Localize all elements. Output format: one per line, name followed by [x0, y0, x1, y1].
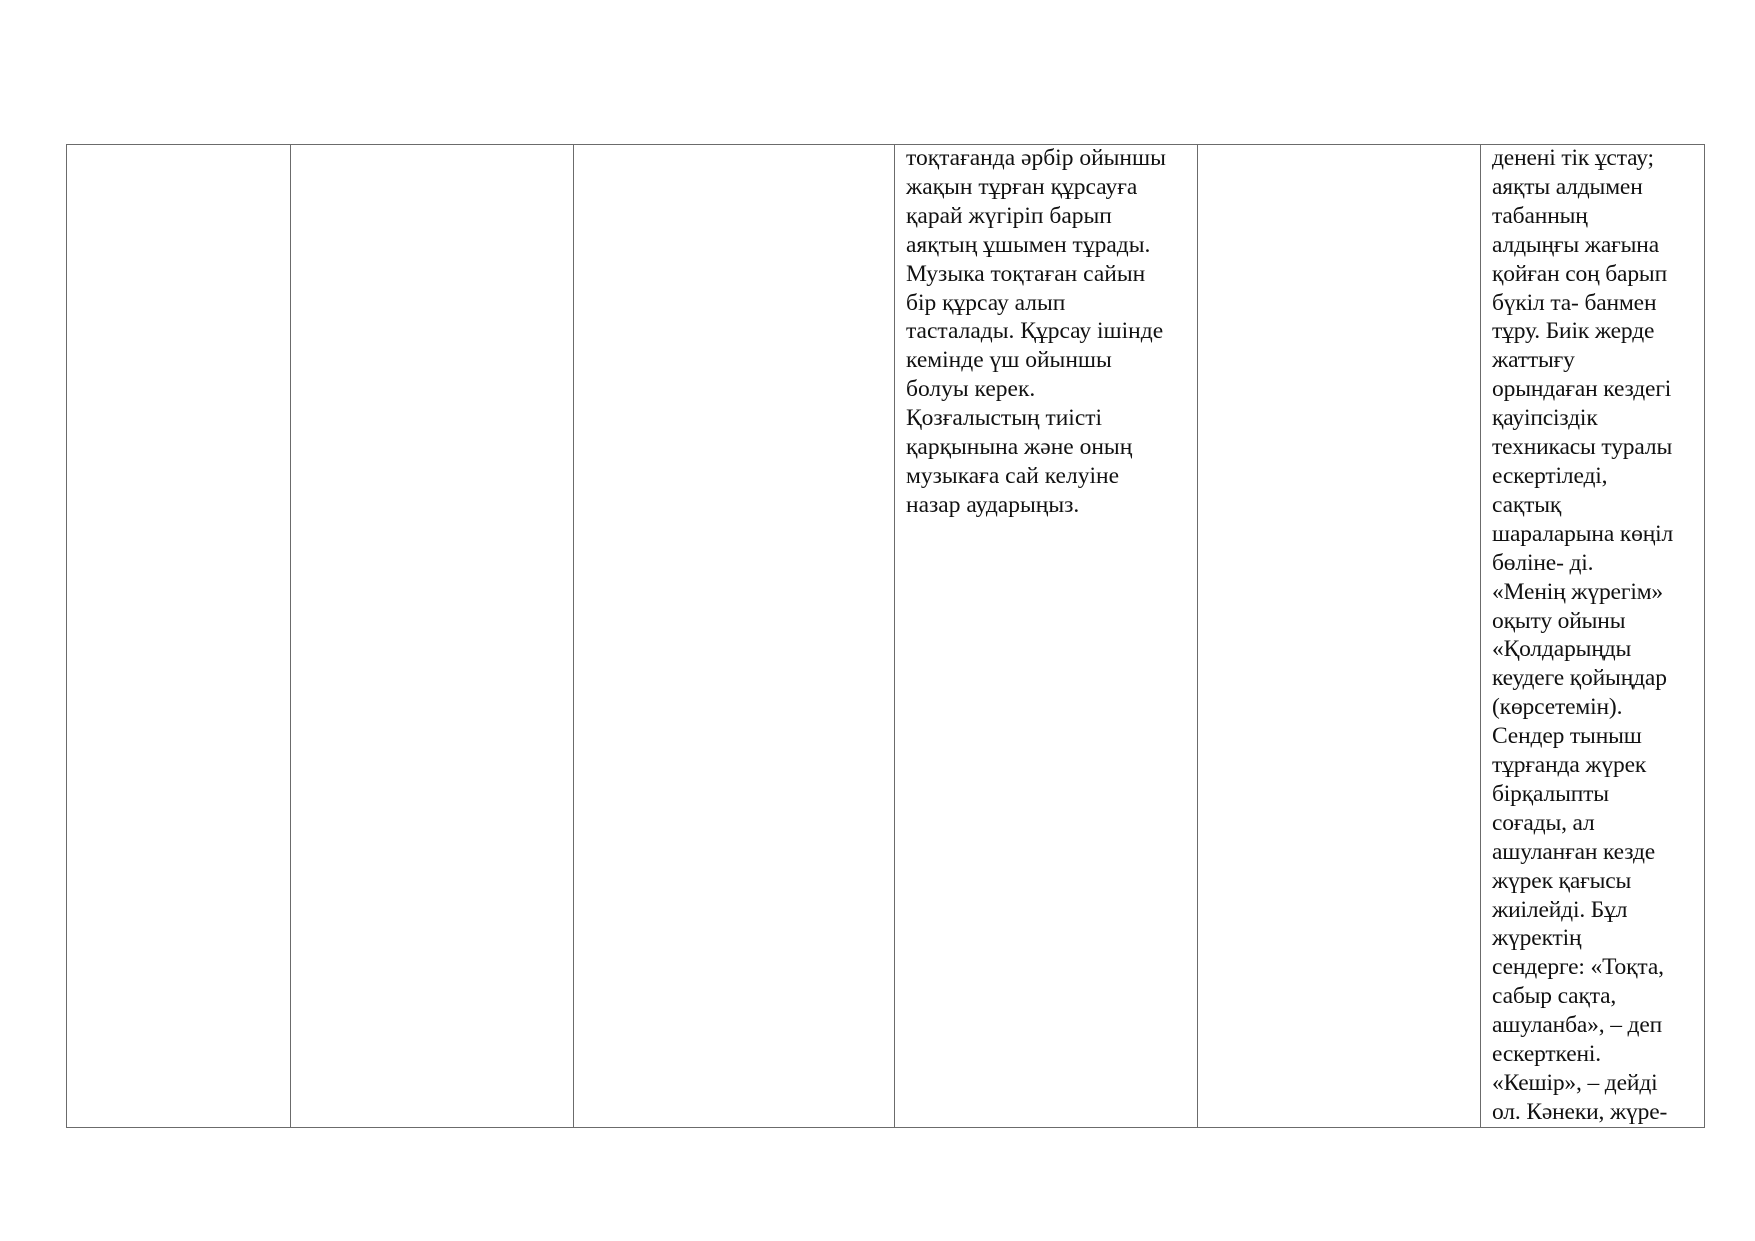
table-cell-col4 — [895, 145, 1198, 1128]
lesson-plan-table — [66, 144, 1705, 1128]
table-cell-col2 — [291, 145, 574, 1128]
table-cell-col1 — [67, 145, 291, 1128]
safety-instructions-text: денені тік ұстау; аяқты алдымен табанның алдыңғы жағына қойған соң барып бүкіл та- банмен тұру. Биік жерде жаттығу орындаған кездегі қауіпсіздік техникасы туралы ескертіледі, сақтық шараларына көңіл бөліне- ді. «Менің жүрегім» оқыту ойыны «Қолдарыңды кеудеге қойыңдар (көрсетемін). Сендер тыныш тұрғанда жүрек бірқалыпты соғады, ал ашуланған кезде жүрек қағысы жиілейді. Бұл жүректің сендерге: «Тоқта, сабыр сақта, ашуланба», – деп ескерткені. «Кешір», – дейді ол. Кәнеки, жүре- — [1492, 145, 1674, 1125]
table-row — [67, 145, 1705, 1128]
table-cell-col6 — [1481, 145, 1705, 1128]
game-description-text: тоқтағанда әрбір ойыншы жақын тұрған құрсауға қарай жүгіріп барып аяқтың ұшымен тұрады. Музыка тоқтаған сайын бір құрсау алып тасталады. Құрсау ішінде кемінде үш ойыншы болуы керек. Қозғалыстың тиісті қарқынына және оның музыкаға сай келуіне назар аударыңыз. — [906, 145, 1166, 518]
table-cell-col5 — [1198, 145, 1481, 1128]
table-cell-col3 — [574, 145, 895, 1128]
